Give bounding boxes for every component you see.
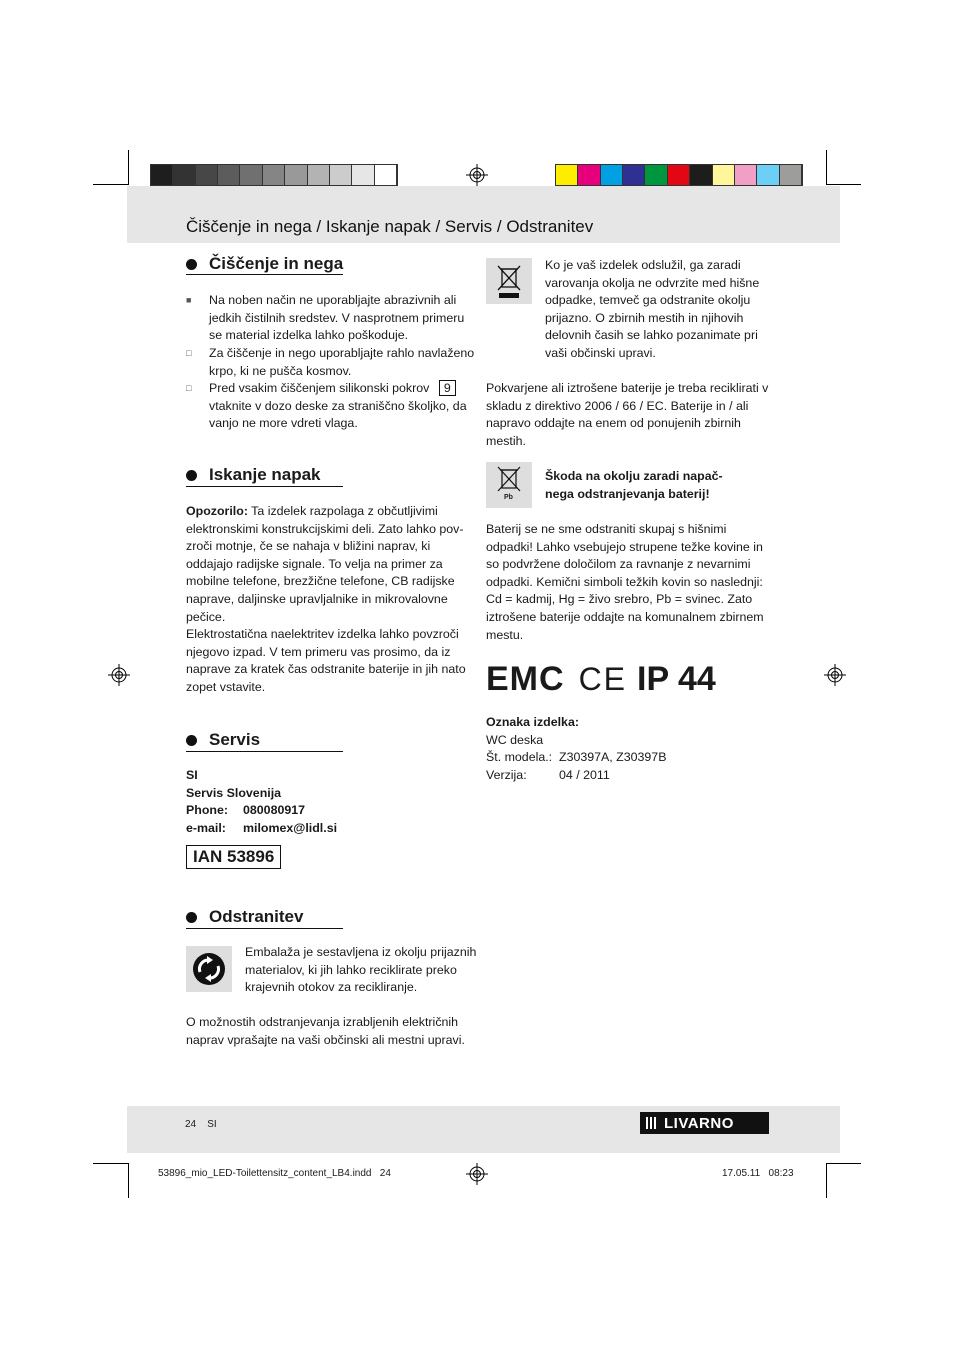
- bullet-icon: [186, 470, 197, 481]
- crop-mark: [826, 1163, 827, 1198]
- section-heading-troubleshooting: [186, 465, 321, 485]
- ip-rating: IP 44: [637, 660, 716, 698]
- crop-mark: [93, 1163, 128, 1164]
- color-swatch: [735, 165, 757, 185]
- reference-number: 9: [439, 380, 456, 396]
- square-bullet-icon: □: [186, 348, 192, 358]
- certification-marks: [486, 660, 716, 699]
- color-swatch: [623, 165, 645, 185]
- section-heading-cleaning: [186, 254, 343, 274]
- color-swatch: [173, 165, 195, 185]
- green-dot-recycling-icon: [186, 946, 232, 992]
- weee-text: Ko je vaš izdelek odslužil, ga zaradi varovanja okolja ne odvrzite med hišne odpadke, temveč ga odstranite okolju prijazno. O zbirnih mestih in njihovih delovnih časih se lahko pozanimate pri vaši občinski upravi.: [545, 258, 760, 360]
- crop-mark: [128, 1163, 129, 1198]
- email-link[interactable]: milomex@lidl.si: [243, 820, 338, 835]
- list-item: Pred vsakim čiščenjem silikonski pokrov 9 vtaknite v dozo deske za straniščno školjko, da vanjo ne more vdreti vlaga.: [209, 381, 467, 431]
- color-swatch: [263, 165, 285, 185]
- color-swatch: [668, 165, 690, 185]
- section-title: Servis: [209, 730, 261, 749]
- section-heading-service: [186, 730, 260, 750]
- crossed-bin-icon: [486, 258, 532, 304]
- color-swatch: [218, 165, 240, 185]
- divider: [186, 928, 343, 929]
- divider: [186, 274, 343, 275]
- process-color-bar: [555, 164, 803, 186]
- color-swatch: [578, 165, 600, 185]
- page-number: 24 SI: [185, 1119, 217, 1130]
- divider: [186, 751, 343, 752]
- color-swatch: [645, 165, 667, 185]
- list-item: Na noben način ne uporabljajte abrazivnih ali jedkih čistilnih sredstev. V nasprotnem primeru se material izdelka lahko poškoduje.: [209, 293, 465, 343]
- ian-box: IAN 53896: [186, 845, 281, 869]
- section-heading-disposal: [186, 907, 303, 927]
- color-swatch: [556, 165, 578, 185]
- color-swatch: [240, 165, 262, 185]
- product-info: Oznaka izdelka: WC deska Št. modela.: Z30397A, Z30397B Verzija: 04 / 2011: [486, 715, 667, 782]
- list-item: Za čiščenje in nego uporabljajte rahlo navlaženo krpo, ki ne pušča kosmov.: [209, 346, 475, 378]
- square-bullet-icon: ■: [186, 295, 192, 305]
- square-bullet-icon: □: [186, 383, 192, 393]
- divider: [186, 486, 343, 487]
- page-title: Čiščenje in nega / Iskanje napak / Servis / Odstranitev: [186, 217, 594, 236]
- color-swatch: [352, 165, 374, 185]
- battery-warning: Škoda na okolju zaradi napač- nega odstranjevanja baterij!: [545, 469, 723, 501]
- color-swatch: [780, 165, 802, 185]
- emc-mark: EMC: [486, 660, 565, 698]
- color-swatch: [375, 165, 397, 185]
- file-info: 53896_mio_LED-Toilettensitz_content_LB4.indd 24: [158, 1168, 391, 1179]
- color-swatch: [330, 165, 352, 185]
- livarno-logo: LIVARNO: [640, 1112, 769, 1134]
- bullet-icon: [186, 259, 197, 270]
- service-contact: SI Servis Slovenija Phone: 080080917 e-mail: milomex@lidl.si: [186, 768, 338, 835]
- color-swatch: [285, 165, 307, 185]
- color-swatch: [601, 165, 623, 185]
- crop-mark: [128, 150, 129, 185]
- color-swatch: [690, 165, 712, 185]
- bullet-icon: [186, 735, 197, 746]
- crop-mark: [826, 1163, 861, 1164]
- crop-mark: [826, 184, 861, 185]
- packaging-text: Embalaža je sestavljena iz okolju prijaznih materialov, ki jih lahko reciklirate preko krajevnih otokov za recikliranje.: [245, 945, 477, 995]
- battery-recycling-text: Pokvarjene ali iztrošene baterije je treba reciklirati v skladu z direktivo 2006 / 66 / EC. Baterije in / ali napravo oddajte na enem od ponujenih zbirnih mestih.: [486, 381, 769, 448]
- section-title: Odstranitev: [209, 907, 304, 926]
- file-date: 17.05.11 08:23: [722, 1168, 794, 1179]
- crop-mark: [826, 150, 827, 185]
- battery-details-text: Baterij se ne sme odstraniti skupaj s hišnimi odpadki! Lahko vsebujejo strupene težke kovine in so podvržene določilom za ravnanje z nevarnimi odpadki. Kemični simboli težkih kovin so naslednji: Cd = kadmij, Hg = živo srebro, Pb = svinec. Zato iztrošene baterije oddajte na komunalnem zbirnem mestu.: [486, 522, 764, 642]
- troubleshooting-text: Opozorilo: Ta izdelek razpolaga z občutljivimi elektronskimi konstrukcijskimi deli. Zato lahko pov- zroči motnje, če se nahaja v bližini naprav, ki oddajajo radijske signale. To velja na primer za mobilne telefone, brezžične telefone, CB radijske naprave, daljinske upravljalnike in mikrovalovne pečice. Elektrostatična naelektritev izdelka lahko povzroči njegovo izpad. V tem primeru vas prosimo, da iz naprave za kratek čas odstranite baterije in jih nato zopet vstavite.: [186, 504, 466, 694]
- color-swatch: [713, 165, 735, 185]
- color-swatch: [151, 165, 173, 185]
- registration-mark-icon: [824, 664, 846, 686]
- bullet-icon: [186, 912, 197, 923]
- pb-label: Pb: [504, 494, 513, 501]
- battery-bin-pb-icon: [486, 462, 532, 508]
- registration-mark-icon: [466, 1163, 488, 1185]
- crop-mark: [93, 184, 128, 185]
- color-swatch: [196, 165, 218, 185]
- section-title: Iskanje napak: [209, 465, 321, 484]
- gray-color-bar: [150, 164, 398, 186]
- brand-mark-icon: [646, 1117, 658, 1129]
- ce-mark-icon: CE: [578, 661, 628, 697]
- section-title: Čiščenje in nega: [209, 254, 344, 273]
- color-swatch: [308, 165, 330, 185]
- registration-mark-icon: [108, 664, 130, 686]
- appliance-disposal-text: O možnostih odstranjevanja izrabljenih električnih naprav vprašajte na vaši občinski ali mestni upravi.: [186, 1015, 465, 1047]
- color-swatch: [757, 165, 779, 185]
- registration-mark-icon: [466, 164, 488, 186]
